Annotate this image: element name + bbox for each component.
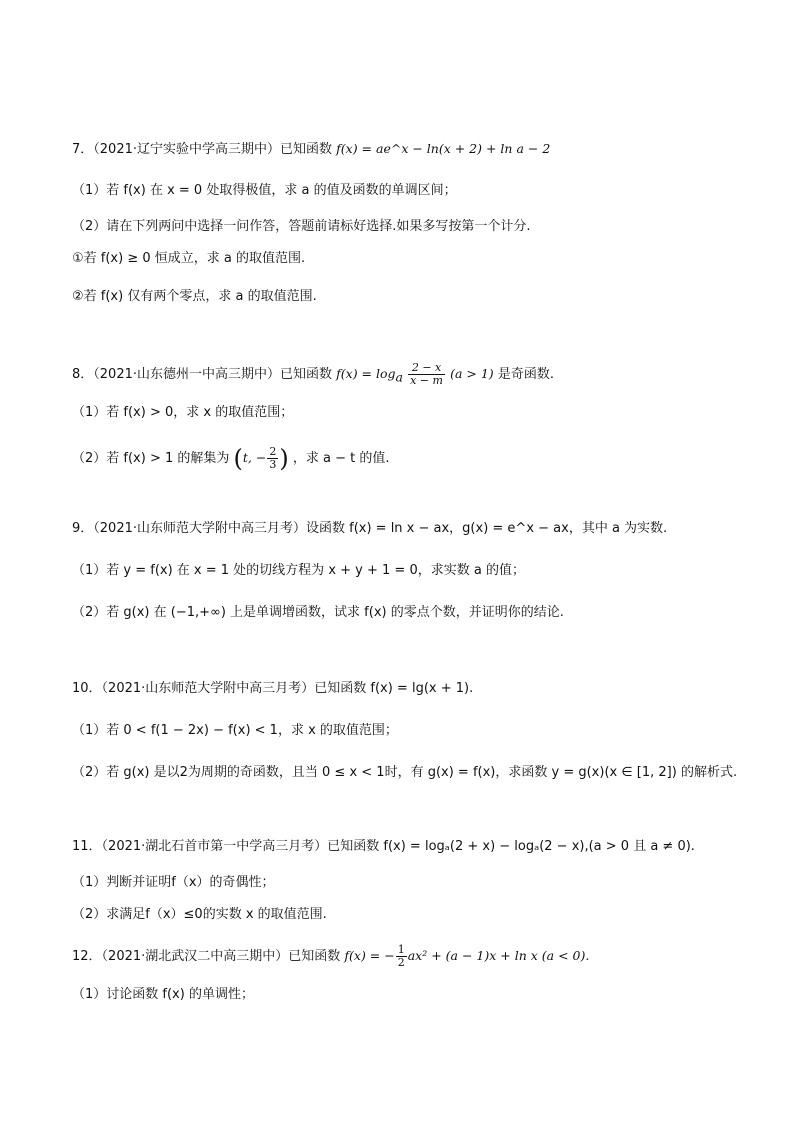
problem-8-interval-denominator: 3 <box>269 458 277 471</box>
problem-10-part-1: （1）若 0 < f(1 − 2x) − f(x) < 1，求 x 的取值范围； <box>72 723 398 738</box>
problem-8-part-1: （1）若 f(x) > 0，求 x 的取值范围； <box>72 405 294 420</box>
problem-11-part-1: （1）判断并证明f（x）的奇偶性； <box>72 875 275 890</box>
problem-12-heading <box>72 944 589 969</box>
problem-8-tail: 是奇函数. <box>497 367 554 382</box>
problem-7-formula: f(x) = ae^x − ln(x + 2) + ln a − 2 <box>336 141 551 156</box>
problem-8-close-paren: ) <box>279 444 289 473</box>
problem-7-part-1: （1）若 f(x) 在 x = 0 处取得极值，求 a 的值及函数的单调区间； <box>72 183 457 198</box>
problem-9-part-1: （1）若 y = f(x) 在 x = 1 处的切线方程为 x + y + 1 = 0，求实数 a 的值； <box>72 563 525 578</box>
problem-8-condition: (a > 1) <box>450 366 494 381</box>
problem-8-part-2-tail: ，求 a − t 的值. <box>292 451 390 466</box>
problem-7-option-1: ①若 f(x) ≥ 0 恒成立，求 a 的取值范围. <box>72 251 306 266</box>
problem-12-rest: ax² + (a − 1)x + ln x (a < 0). <box>407 948 590 963</box>
problem-8-source: 8．（2021·山东德州一中高三期中）已知函数 <box>72 367 332 382</box>
problem-7-part-2: （2）请在下列两问中选择一问作答，答题前请标好选择.如果多写按第一个计分. <box>72 219 531 234</box>
problem-11-heading: 11．（2021·湖北石首市第一中学高三月考）已知函数 f(x) = logₐ(2 + x) − logₐ(2 − x),(a > 0 且 a ≠ 0). <box>72 839 695 854</box>
problem-8-fraction <box>408 362 445 387</box>
problem-7-heading <box>72 140 550 159</box>
problem-7-source: 7．（2021·辽宁实验中学高三期中）已知函数 <box>72 142 332 157</box>
problem-12-part-1: （1）讨论函数 f(x) 的单调性； <box>72 987 254 1002</box>
problem-8-fraction-numerator: 2 − x <box>408 362 445 375</box>
problem-8-part-2 <box>72 446 390 471</box>
problem-8-fraction-denominator: x − m <box>410 374 443 387</box>
problem-8-log-base: a <box>395 369 403 385</box>
problem-8-part-2-text: （2）若 f(x) > 1 的解集为 <box>72 451 230 466</box>
problem-10-heading: 10．（2021·山东师范大学附中高三月考）已知函数 f(x) = lg(x + 1). <box>72 681 474 696</box>
problem-11-part-2: （2）求满足f（x）≤0的实数 x 的取值范围. <box>72 907 327 922</box>
problem-12-fraction <box>396 944 407 969</box>
problem-12-fraction-denominator: 2 <box>397 956 405 969</box>
problem-8-heading <box>72 362 554 387</box>
problem-7-option-2: ②若 f(x) 仅有两个零点，求 a 的取值范围. <box>72 289 317 304</box>
problem-12-fraction-numerator: 1 <box>397 943 405 956</box>
problem-8-open-paren: ( <box>233 444 243 473</box>
problem-8-interval-fraction <box>267 446 278 471</box>
problem-10-part-2: （2）若 g(x) 是以2为周期的奇函数，且当 0 ≤ x < 1时，有 g(x) = f(x)，求函数 y = g(x)(x ∈ [1, 2]) 的解析式. <box>72 765 738 780</box>
problem-12-source: 12．（2021·湖北武汉二中高三期中）已知函数 <box>72 949 341 964</box>
problem-9-part-2: （2）若 g(x) 在 (−1,+∞) 上是单调增函数，试求 f(x) 的零点个数，并证明你的结论. <box>72 605 564 620</box>
problem-8-lhs: f(x) = log <box>336 366 396 381</box>
problem-8-interval-numerator: 2 <box>269 445 277 458</box>
problem-8-interval-left: t, − <box>242 450 267 465</box>
problem-12-lhs: f(x) = − <box>344 948 395 963</box>
problem-9-heading: 9．（2021·山东师范大学附中高三月考）设函数 f(x) = ln x − ax，g(x) = e^x − ax，其中 a 为实数. <box>72 521 668 536</box>
